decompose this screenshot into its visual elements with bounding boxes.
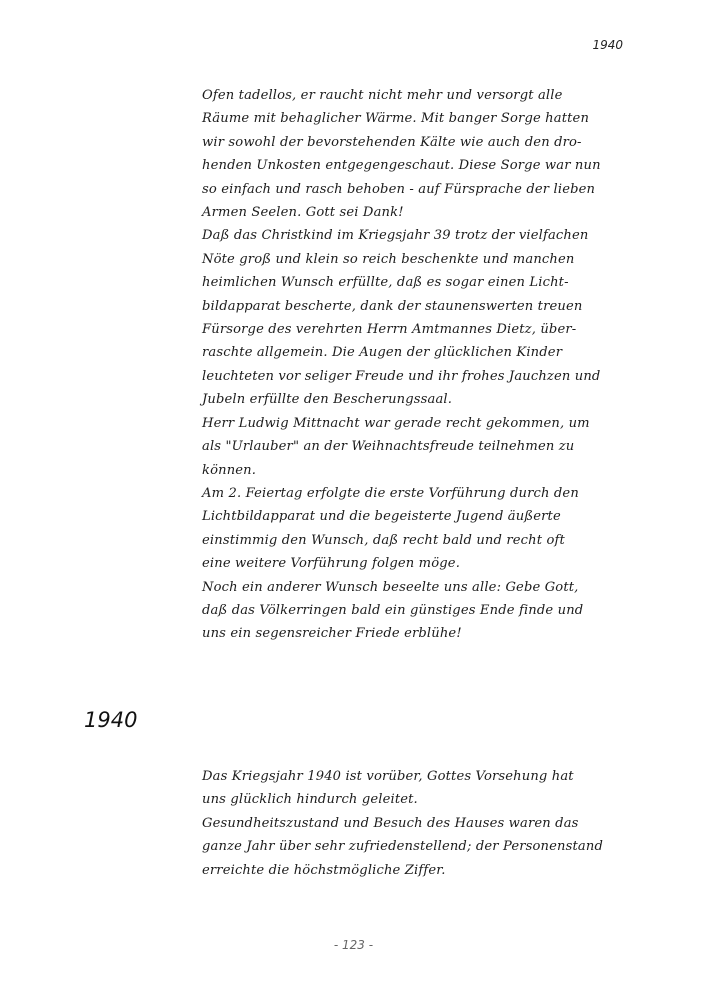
text-line: Gesundheitszustand und Besuch des Hauses waren das	[202, 815, 579, 831]
text-line: Jubeln erfüllte den Bescherungssaal.	[202, 392, 453, 408]
text-line: heimlichen Wunsch erfüllte, daß es sogar einen Licht-	[202, 275, 569, 291]
text-line: Das Kriegsjahr 1940 ist vorüber, Gottes Vorsehung hat	[202, 769, 574, 784]
handwritten-text-block-1940	[202, 765, 632, 882]
text-line: Fürsorge des verehrten Herrn Amtmannes Dietz, über-	[202, 322, 577, 338]
text-line: können.	[202, 462, 257, 478]
text-line: leuchteten vor seliger Freude und ihr frohes Jauchzen und	[202, 368, 601, 384]
text-line: henden Unkosten entgegengeschaut. Diese Sorge war nun	[202, 158, 601, 174]
text-line: Lichtbildapparat und die begeisterte Jugend äußerte	[202, 509, 561, 525]
text-line: als "Urlauber" an der Weihnachtsfreude teilnehmen zu	[202, 439, 575, 455]
text-line: Am 2. Feiertag erfolgte die erste Vorführung durch den	[202, 485, 579, 501]
text-line: Nöte groß und klein so reich beschenkte und manchen	[202, 251, 575, 267]
text-line: erreichte die höchstmögliche Ziffer.	[202, 862, 446, 878]
text-line: uns glücklich hindurch geleitet.	[202, 792, 418, 808]
text-line: ganze Jahr über sehr zufriedenstellend; der Personenstand	[202, 839, 603, 855]
text-line: uns ein segensreicher Friede erblühe!	[202, 626, 462, 642]
text-line: daß das Völkerringen bald ein günstiges Ende finde und	[202, 602, 584, 618]
text-line: Ofen tadellos, er raucht nicht mehr und versorgt alle	[202, 88, 563, 103]
text-line: wir sowohl der bevorstehenden Kälte wie auch den dro-	[202, 134, 582, 150]
text-line: Räume mit behaglicher Wärme. Mit banger Sorge hatten	[202, 111, 590, 127]
text-line: Armen Seelen. Gott sei Dank!	[202, 205, 404, 221]
text-line: so einfach und rasch behoben - auf Fürsprache der lieben	[202, 181, 596, 197]
section-heading-year: 1940	[84, 708, 138, 732]
running-header-year: 1940	[592, 38, 623, 52]
text-line: Daß das Christkind im Kriegsjahr 39 trotz der vielfachen	[202, 228, 589, 244]
text-line: eine weitere Vorführung folgen möge.	[202, 556, 461, 572]
text-line: Noch ein anderer Wunsch beseelte uns alle: Gebe Gott,	[202, 579, 579, 595]
text-line: einstimmig den Wunsch, daß recht bald und recht oft	[202, 532, 565, 548]
page-number: - 123 -	[333, 938, 374, 952]
handwritten-text-block-1939	[202, 84, 632, 646]
text-line: Herr Ludwig Mittnacht war gerade recht gekommen, um	[202, 415, 590, 431]
text-line: bildapparat bescherte, dank der staunenswerten treuen	[202, 298, 583, 314]
text-line: raschte allgemein. Die Augen der glücklichen Kinder	[202, 345, 563, 361]
